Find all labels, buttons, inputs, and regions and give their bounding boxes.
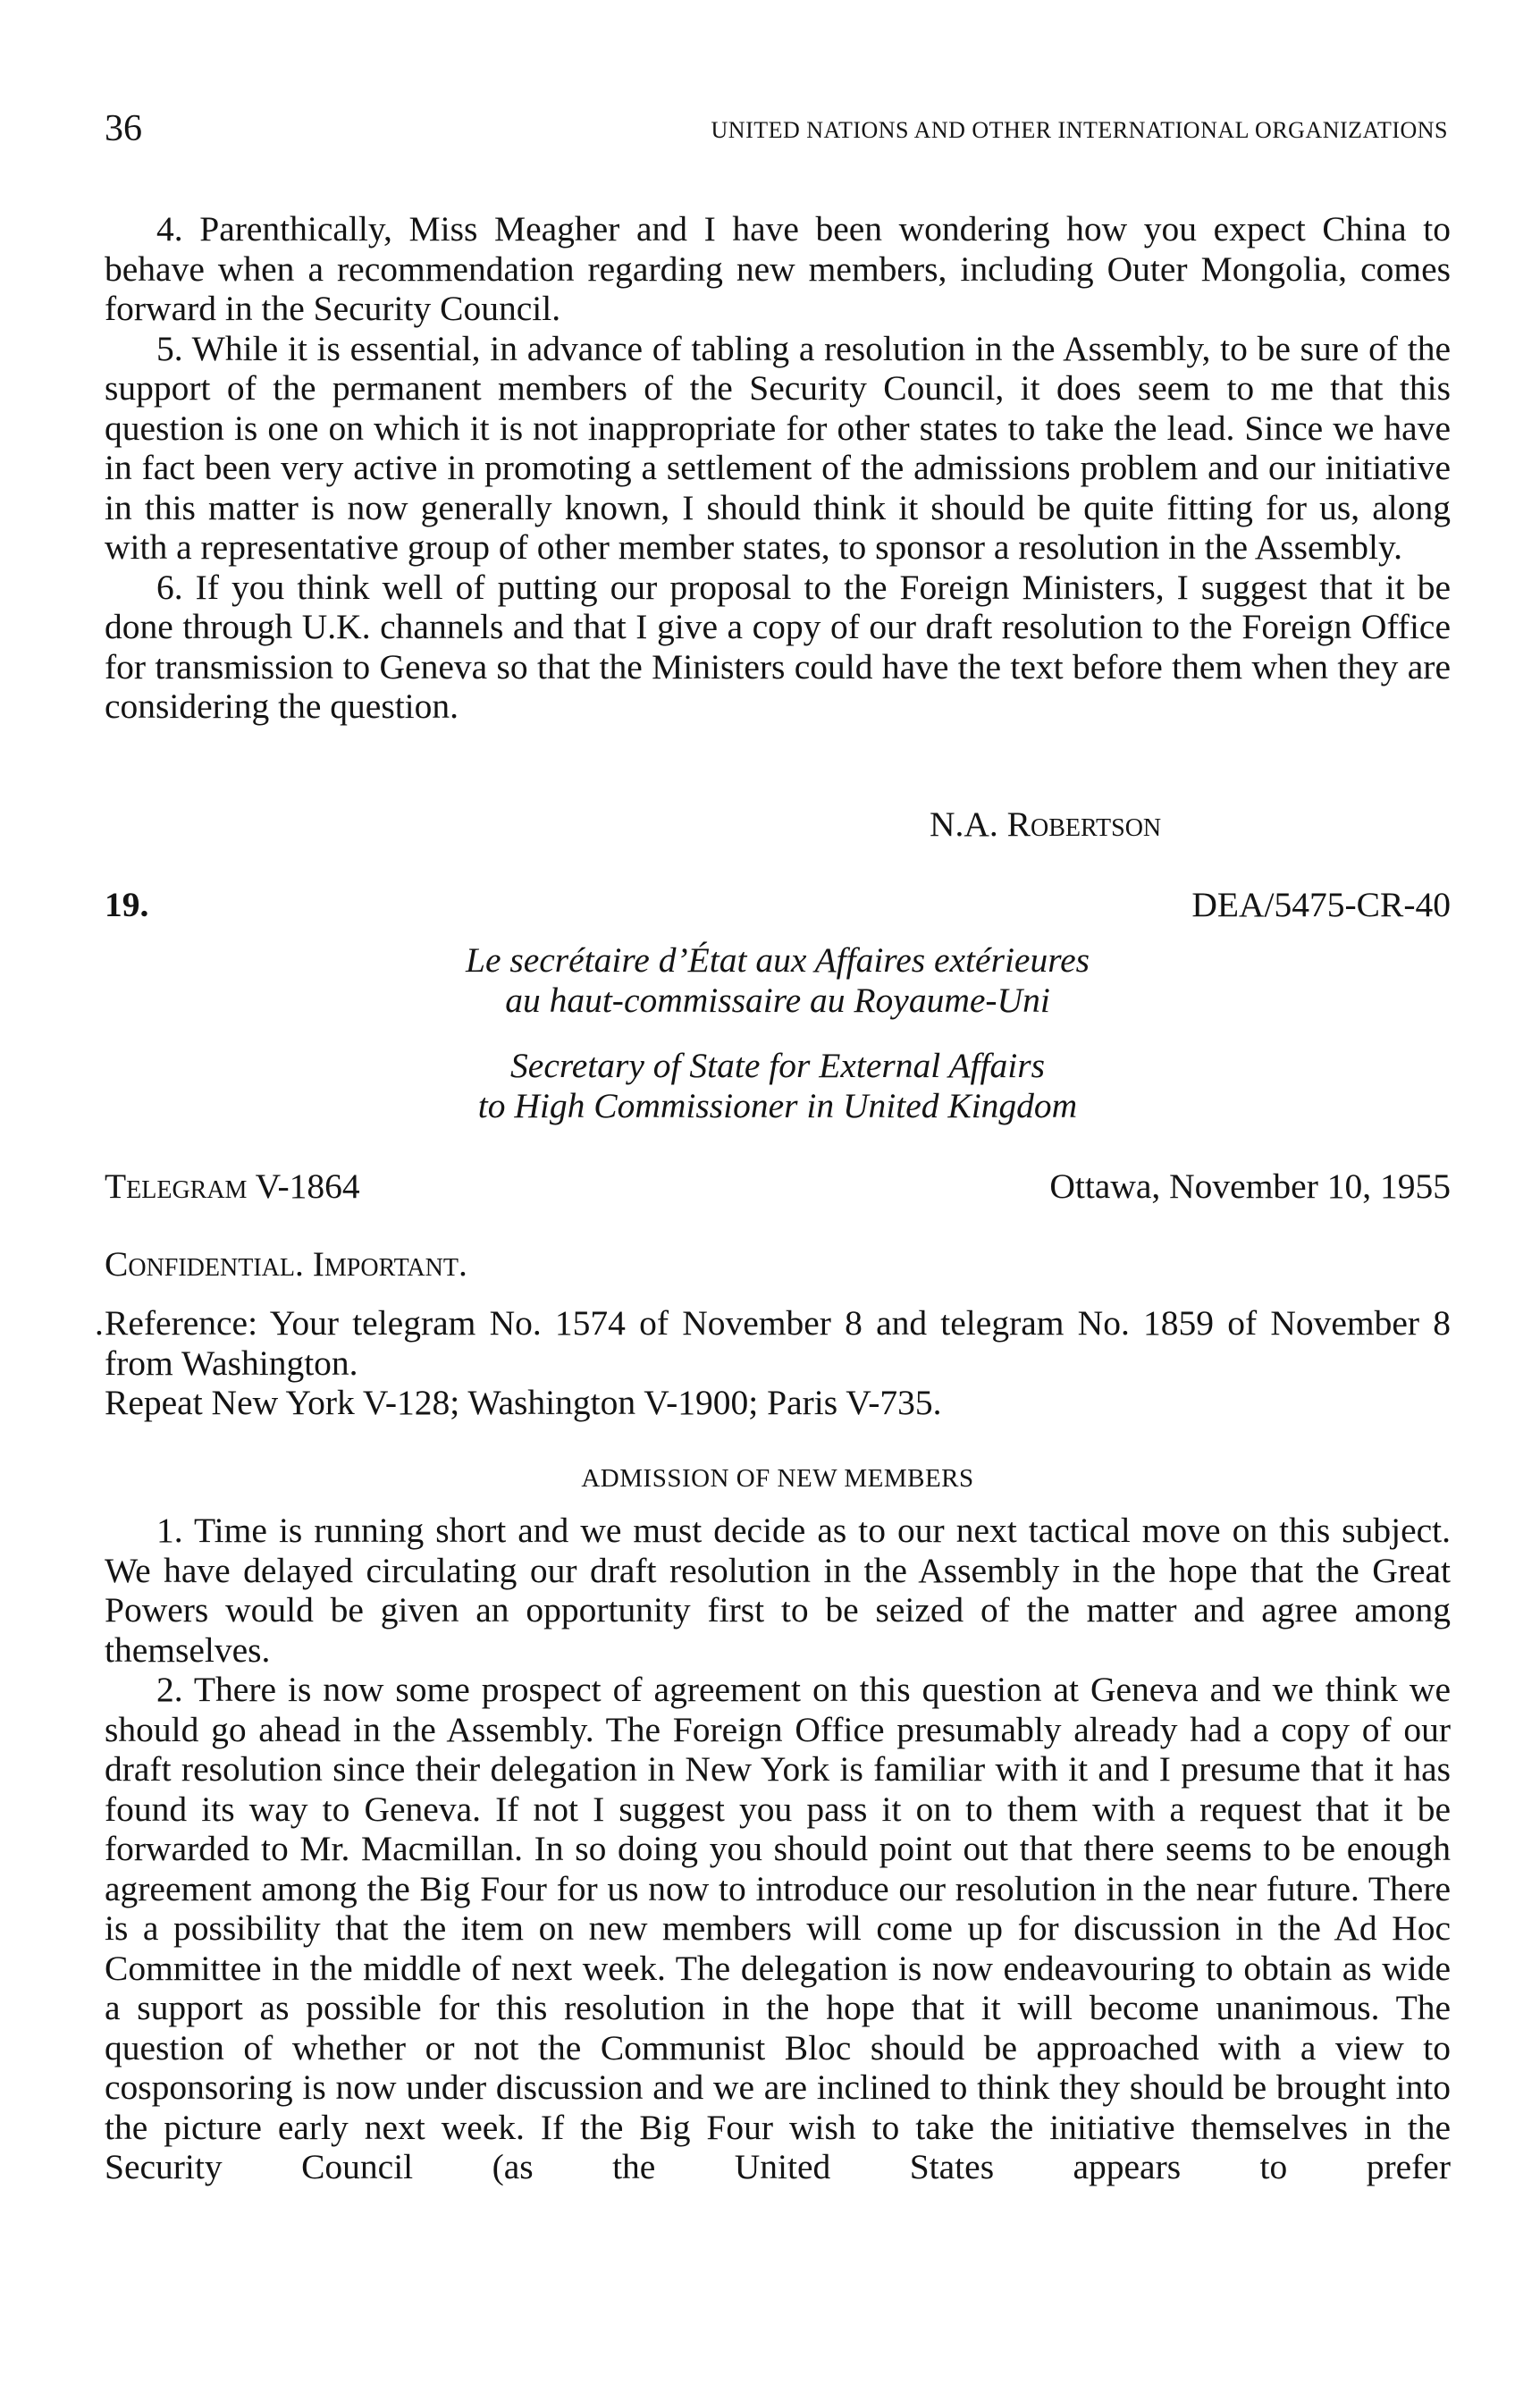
reference-line: Reference: Your telegram No. 1574 of November 8 and telegram No. 1859 of November 8 from Washington. [105,1303,1451,1383]
reference-block [105,1303,1451,1423]
subject-heading: ADMISSION OF NEW MEMBERS [581,1464,974,1493]
body-paragraph-1: 1. Time is running short and we must decide as to our next tactical move on this subject. We have delayed circulating our draft resolution in the Assembly in the hope that the Great Powers would be given an opportunity first to be seized of the matter and agree among themselves. [105,1511,1451,1670]
body-paragraph-2: 2. There is now some prospect of agreement on this question at Geneva and we think we should go ahead in the Assembly. The Foreign Office presumably already had a copy of our draft resolution since their delegation in New York is familiar with it and I presume that it has found its way to Geneva. If not I suggest you pass it on to them with a request that it be forwarded to Mr. Macmillan. In so doing you should point out that there seems to be enough agreement among the Big Four for us now to introduce our resolution in the near future. There is a possibility that the item on new members will come up for discussion in the Ad Hoc Committee in the middle of next week. The delegation is now endeavouring to obtain as wide a support as possible for this resolution in the hope that it will become unanimous. The question of whether or not the Communist Bloc should be approached with a view to cosponsoring is now under discussion and we are inclined to think they should be brought into the picture early next week. If the Big Four wish to take the initiative themselves in the Security Council (as the United States appears to prefer [105,1670,1451,2186]
paragraph-6: 6. If you think well of putting our proposal to the Foreign Ministers, I suggest that it be done through U.K. channels and that I give a copy of our draft resolution to the Foreign Office for transmission to Geneva so that the Ministers could have the text before them when they are considering the question. [105,567,1451,726]
signature: N.A. Robertson [930,804,1162,844]
paragraph-5: 5. While it is essential, in advance of tabling a resolution in the Assembly, to be sure of the support of the permanent members of the Security Council, it does seem to me that this question is one on which it is not inappropriate for other states to take the lead. Since we have in fact been very active in promoting a settlement of the admissions problem and our initiative in this matter is now generally known, I should think it should be quite fitting for us, along with a representative group of other member states, to sponsor a resolution in the Assembly. [105,328,1451,567]
heading-french-line2: au haut-commissaire au Royaume-Uni [505,981,1050,1020]
running-title: UNITED NATIONS AND OTHER INTERNATIONAL ORGANIZATIONS [711,117,1448,143]
page-number: 36 [105,108,142,149]
previous-document-body [105,209,1451,727]
paragraph-4: 4. Parenthically, Miss Meagher and I have been wondering how you expect China to behave when a recommendation regarding new members, including Outer Mongolia, comes forward in the Security Council. [105,209,1451,328]
reference-mark: . [95,1303,104,1343]
telegram-body [105,1511,1451,2187]
telegram-number: Telegram V-1864 [105,1166,360,1206]
classification: Confidential. Important. [105,1244,467,1284]
heading-english-line2: to High Commissioner in United Kingdom [477,1086,1078,1125]
heading-english-line1: Secretary of State for External Affairs [510,1046,1045,1085]
document-number: 19. [105,885,149,924]
heading-french-line1: Le secrétaire d’État aux Affaires extérieures [465,940,1090,980]
place-date: Ottawa, November 10, 1955 [1049,1166,1451,1206]
repeat-line: Repeat New York V-128; Washington V-1900; Paris V-735. [105,1383,942,1422]
file-reference: DEA/5475-CR-40 [1191,885,1451,924]
